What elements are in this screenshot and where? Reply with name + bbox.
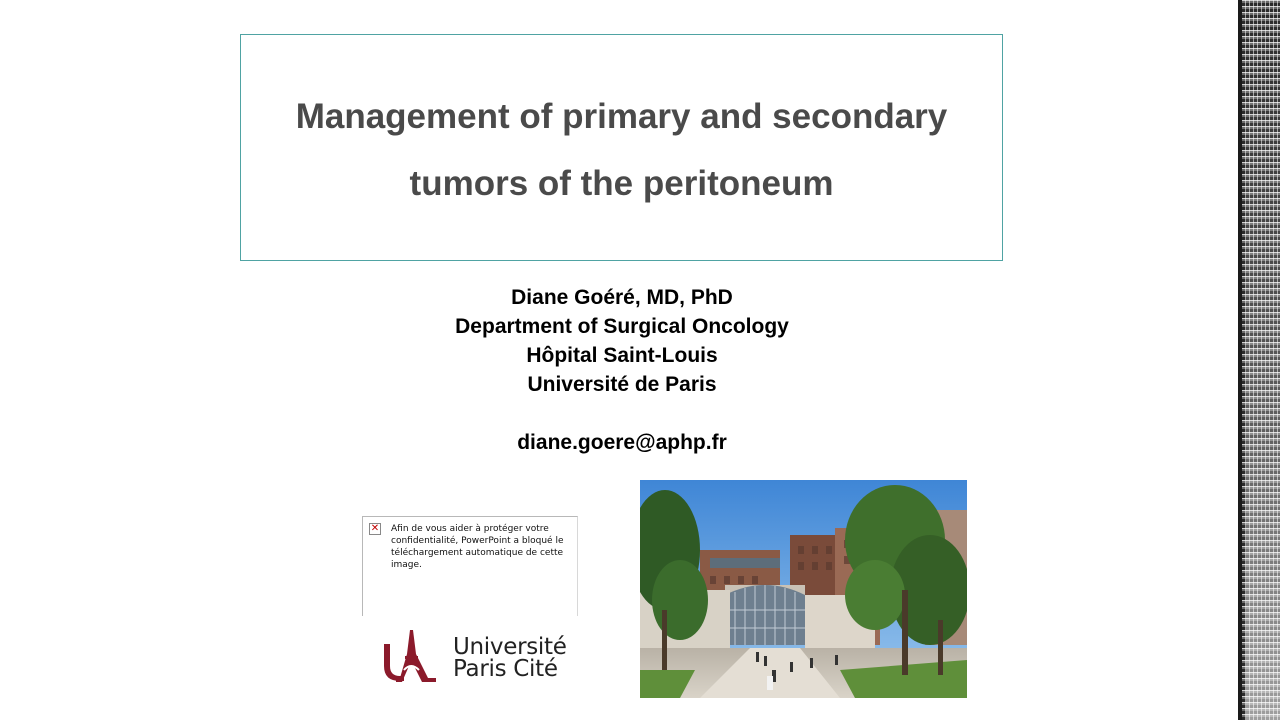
logo-line-1: Université xyxy=(453,634,567,660)
universite-paris-cite-logo xyxy=(380,626,580,686)
author-hospital: Hôpital Saint-Louis xyxy=(526,344,718,367)
slide-title: Management of primary and secondary tumors of the peritoneum xyxy=(295,96,948,203)
hospital-photo-image xyxy=(640,480,967,698)
decorative-edge-strip xyxy=(1238,0,1280,720)
broken-image-x-icon: ✕ xyxy=(370,523,380,534)
blocked-image-message: Afin de vous aider à protéger votre confidentialité, PowerPoint a bloqué le téléchargement automatique de cette image. xyxy=(391,524,564,570)
title-box xyxy=(240,34,1003,261)
author-block xyxy=(380,283,864,457)
eiffel-tower-logo-icon xyxy=(380,626,440,684)
author-name: Diane Goéré, MD, PhD xyxy=(511,286,733,309)
author-university: Université de Paris xyxy=(527,373,717,396)
author-department: Department of Surgical Oncology xyxy=(455,315,789,338)
hospital-photo xyxy=(640,480,967,698)
logo-wordmark xyxy=(453,636,567,680)
blocked-image-placeholder xyxy=(362,516,578,616)
logo-line-2: Paris Cité xyxy=(453,656,558,682)
author-email: diane.goere@aphp.fr xyxy=(517,431,727,454)
